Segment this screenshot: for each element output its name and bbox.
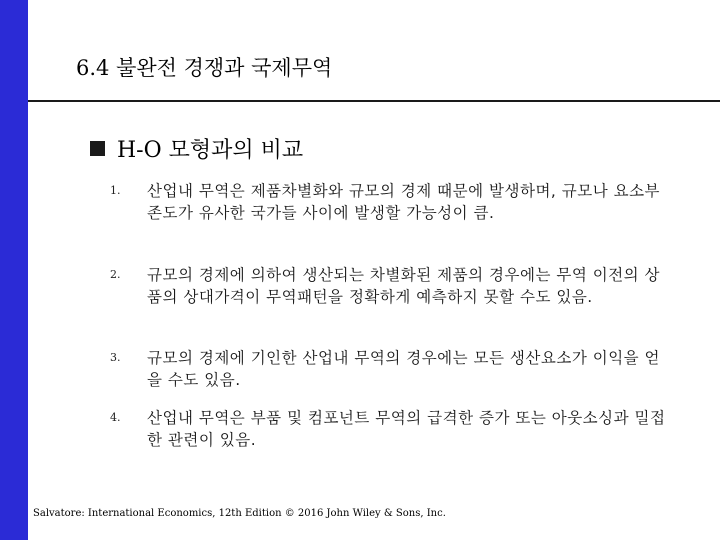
slide-title: 6.4 불완전 경쟁과 국제무역 <box>76 56 333 80</box>
list-item-number: 2. <box>110 268 121 281</box>
list-item-number: 3. <box>110 351 121 364</box>
accent-bar <box>0 0 28 540</box>
list-item-text: 산업내 무역은 제품차별화와 규모의 경제 때문에 발생하며, 규모나 요소부존도가 유사한 국가들 사이에 발생할 가능성이 큼. <box>147 182 661 222</box>
list-item-number: 1. <box>110 184 121 197</box>
square-bullet-icon <box>90 141 105 156</box>
list-item-text: 규모의 경제에 기인한 산업내 무역의 경우에는 모든 생산요소가 이익을 얻을 수도 있음. <box>147 349 661 389</box>
section-heading-text: H-O 모형과의 비교 <box>117 138 304 163</box>
list-item-text: 규모의 경제에 의하여 생산되는 차별화된 제품의 경우에는 무역 이전의 상품의 상대가격이 무역패턴을 정확하게 예측하지 못할 수도 있음. <box>147 266 661 306</box>
title-divider <box>28 100 720 102</box>
list-item-text: 산업내 무역은 부품 및 컴포넌트 무역의 급격한 증가 또는 아웃소싱과 밀접한 관련이 있음. <box>147 409 666 449</box>
list-item-number: 4. <box>110 411 121 424</box>
footer-citation: Salvatore: International Economics, 12th Edition © 2016 John Wiley & Sons, Inc. <box>33 508 446 519</box>
section-heading <box>90 133 303 164</box>
